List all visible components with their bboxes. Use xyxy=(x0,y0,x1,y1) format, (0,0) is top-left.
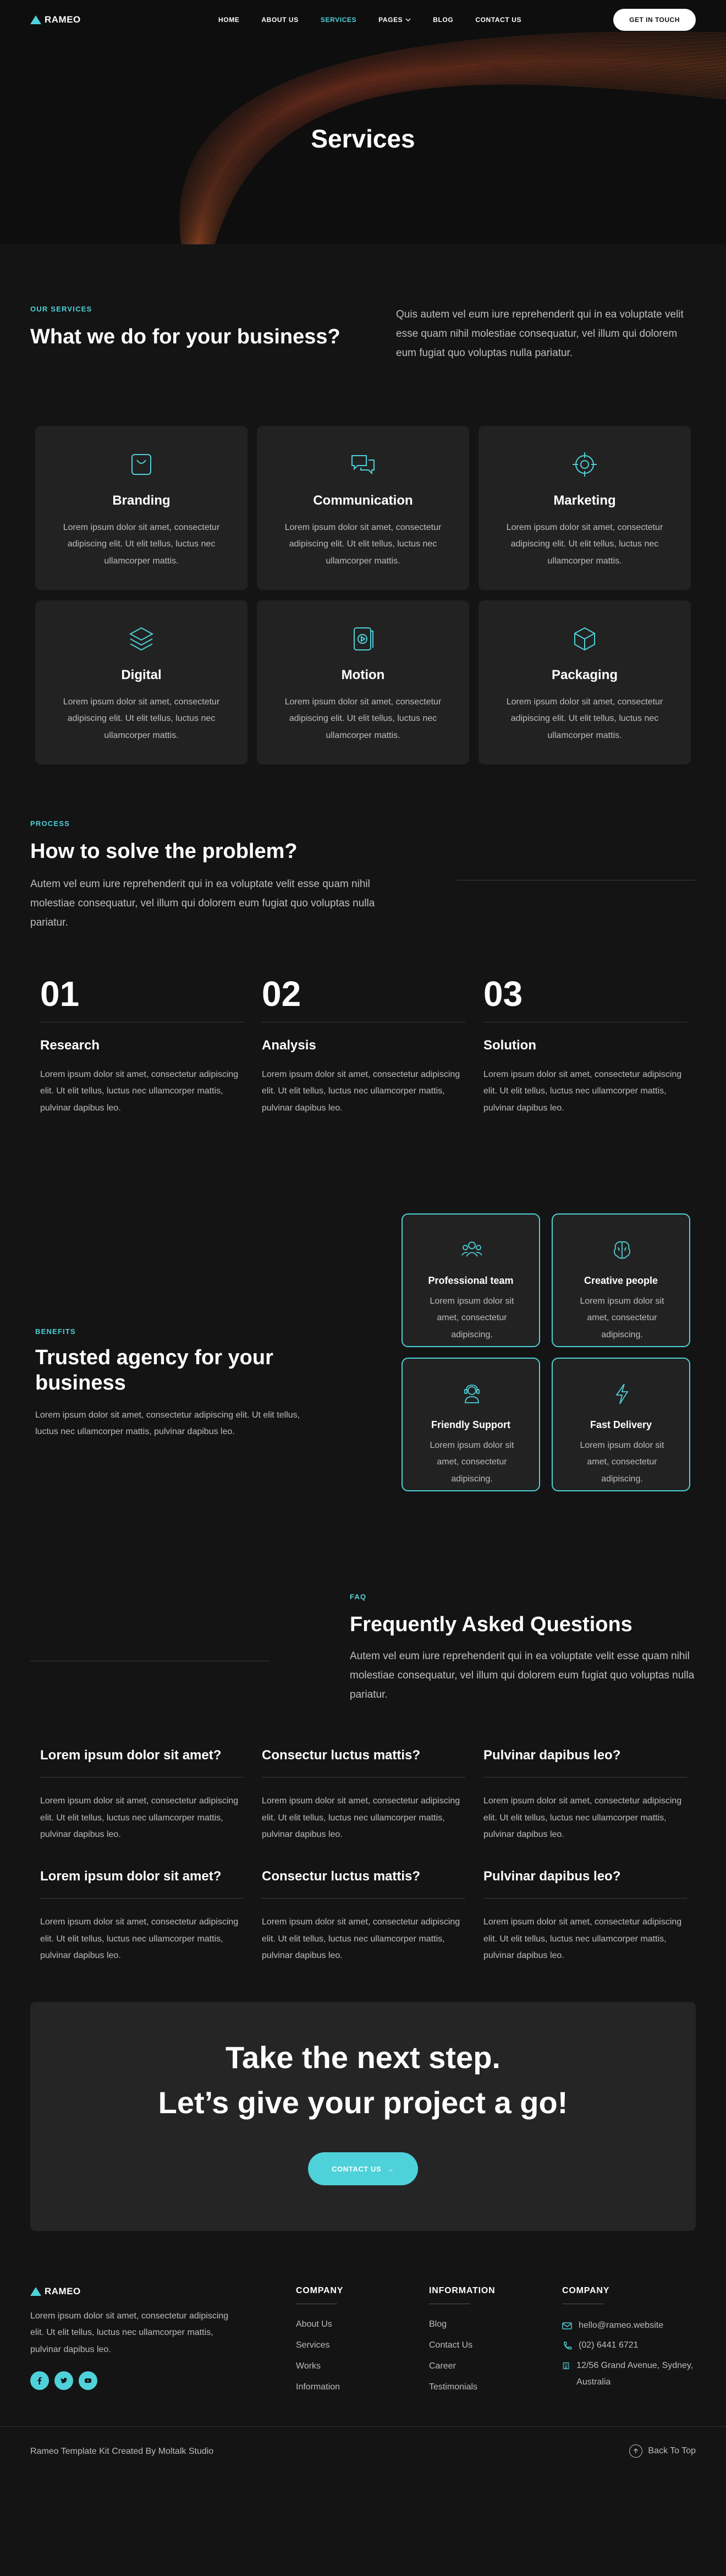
cta-heading-line2: Let’s give your project a go! xyxy=(158,2085,568,2120)
benefit-text: Lorem ipsum dolor sit amet, consectetur adipiscing. xyxy=(580,1297,664,1339)
arrow-up-icon xyxy=(629,2444,642,2458)
contact-address xyxy=(562,2358,697,2391)
bag-icon xyxy=(127,450,156,479)
footer-contact-column xyxy=(562,2286,697,2391)
logo[interactable] xyxy=(30,14,81,25)
step-number: 03 xyxy=(483,974,523,1014)
step-text: Lorem ipsum dolor sit amet, consectetur adipiscing elit. Ut elit tellus, luctus nec ullamcorper mattis, pulvinar dapibus leo. xyxy=(262,1070,460,1113)
contact-phone[interactable] xyxy=(562,2337,697,2354)
divider xyxy=(0,2426,726,2427)
process-step xyxy=(262,973,465,1117)
divider xyxy=(262,1898,465,1899)
services-intro xyxy=(0,244,726,426)
benefits-eyebrow: BENEFITS xyxy=(35,1327,76,1336)
service-card-digital[interactable] xyxy=(35,600,248,764)
back-to-top-button[interactable] xyxy=(629,2444,696,2458)
service-title: Marketing xyxy=(553,493,616,508)
step-title: Research xyxy=(40,1038,100,1053)
logo-triangle-icon xyxy=(30,2287,41,2296)
target-icon xyxy=(570,450,599,479)
facebook-icon[interactable] xyxy=(30,2371,49,2390)
faq-question: Consectur luctus mattis? xyxy=(262,1748,421,1763)
service-title: Digital xyxy=(121,668,162,682)
faq-item[interactable] xyxy=(262,1747,465,1843)
nav-about-us[interactable]: ABOUT US xyxy=(261,16,299,24)
faq-intro xyxy=(0,1593,726,1747)
process-heading: How to solve the problem? xyxy=(30,840,298,863)
nav-services[interactable]: SERVICES xyxy=(320,16,357,24)
logo-triangle-icon xyxy=(30,15,41,24)
benefits-text: Lorem ipsum dolor sit amet, consectetur adipiscing elit. Ut elit tellus, luctus nec ullamcorper mattis, pulvinar dapibus leo. xyxy=(35,1410,300,1437)
benefit-text: Lorem ipsum dolor sit amet, consectetur adipiscing. xyxy=(430,1297,514,1339)
team-icon xyxy=(460,1238,484,1262)
footer-description: Lorem ipsum dolor sit amet, consectetur adipiscing elit. Ut elit tellus, luctus nec ullamcorper mattis, pulvinar dapibus leo. xyxy=(30,2311,229,2354)
benefit-card-friendly-support[interactable] xyxy=(402,1358,540,1491)
nav-pages[interactable] xyxy=(378,16,411,24)
phone-icon xyxy=(562,2337,572,2354)
faq-answer: Lorem ipsum dolor sit amet, consectetur adipiscing elit. Ut elit tellus, luctus nec ullamcorper mattis, pulvinar dapibus leo. xyxy=(262,1917,460,1960)
faq-answer: Lorem ipsum dolor sit amet, consectetur adipiscing elit. Ut elit tellus, luctus nec ullamcorper mattis, pulvinar dapibus leo. xyxy=(40,1917,239,1960)
service-text: Lorem ipsum dolor sit amet, consectetur adipiscing elit. Ut elit tellus, luctus nec ullamcorper mattis. xyxy=(63,523,220,566)
get-in-touch-button[interactable]: GET IN TOUCH xyxy=(613,9,696,31)
support-icon xyxy=(460,1382,484,1406)
top-nav xyxy=(0,0,726,40)
step-text: Lorem ipsum dolor sit amet, consectetur adipiscing elit. Ut elit tellus, luctus nec ullamcorper mattis, pulvinar dapibus leo. xyxy=(40,1070,239,1113)
footer-link-information[interactable]: Information xyxy=(296,2382,340,2392)
chat-icon xyxy=(349,450,377,479)
contact-us-button[interactable] xyxy=(308,2152,418,2185)
faq-answer: Lorem ipsum dolor sit amet, consectetur adipiscing elit. Ut elit tellus, luctus nec ullamcorper mattis, pulvinar dapibus leo. xyxy=(483,1796,682,1839)
faq-item[interactable] xyxy=(483,1747,687,1843)
benefit-title: Friendly Support xyxy=(431,1419,510,1430)
footer-col-title: COMPANY xyxy=(562,2286,610,2295)
benefit-card-fast-delivery[interactable] xyxy=(552,1358,690,1491)
services-eyebrow: OUR SERVICES xyxy=(30,305,92,313)
process-intro xyxy=(0,819,726,973)
faq-question: Consectur luctus mattis? xyxy=(262,1869,421,1884)
divider xyxy=(483,1777,687,1778)
cta-section xyxy=(0,1989,726,2286)
faq-lead: Autem vel eum iure reprehenderit qui in ea voluptate velit esse quam nihil molestiae consequatur, vel illum qui dolorem eum fugiat quo voluptas nulla pariatur. xyxy=(350,1650,695,1701)
benefit-title: Creative people xyxy=(584,1275,658,1286)
social-links xyxy=(30,2371,97,2390)
service-title: Packaging xyxy=(551,668,618,682)
nav-contact-us[interactable]: CONTACT US xyxy=(475,16,522,24)
process-eyebrow: PROCESS xyxy=(30,819,70,828)
service-text: Lorem ipsum dolor sit amet, consectetur adipiscing elit. Ut elit tellus, luctus nec ullamcorper mattis. xyxy=(284,697,442,740)
layers-icon xyxy=(127,625,156,653)
service-title: Motion xyxy=(341,668,385,682)
faq-question: Lorem ipsum dolor sit amet? xyxy=(40,1869,222,1884)
service-text: Lorem ipsum dolor sit amet, consectetur adipiscing elit. Ut elit tellus, luctus nec ullamcorper mattis. xyxy=(63,697,220,740)
benefit-text: Lorem ipsum dolor sit amet, consectetur adipiscing. xyxy=(580,1441,664,1484)
contact-phone-text: (02) 6441 6721 xyxy=(579,2340,639,2350)
service-card-motion[interactable] xyxy=(257,600,469,764)
footer-credit: Rameo Template Kit Created By Moltalk Studio xyxy=(30,2447,214,2456)
service-title: Communication xyxy=(313,493,413,508)
footer-link-career[interactable]: Career xyxy=(429,2361,456,2371)
page-title: Services xyxy=(311,124,415,153)
arrow-right-icon: → xyxy=(387,2164,394,2173)
service-text: Lorem ipsum dolor sit amet, consectetur adipiscing elit. Ut elit tellus, luctus nec ullamcorper mattis. xyxy=(506,523,663,566)
logo-text: RAMEO xyxy=(45,2286,81,2296)
media-icon xyxy=(349,625,377,653)
step-number: 01 xyxy=(40,974,80,1014)
twitter-icon[interactable] xyxy=(54,2371,73,2390)
benefits-heading: Trusted agency for your business xyxy=(35,1346,273,1394)
brain-icon xyxy=(610,1238,634,1262)
footer-link-blog[interactable]: Blog xyxy=(429,2320,447,2329)
step-text: Lorem ipsum dolor sit amet, consectetur adipiscing elit. Ut elit tellus, luctus nec ullamcorper mattis, pulvinar dapibus leo. xyxy=(483,1070,682,1113)
footer-link-services[interactable]: Services xyxy=(296,2340,330,2350)
benefit-title: Professional team xyxy=(428,1275,514,1286)
process-step xyxy=(483,973,687,1117)
nav-home[interactable]: HOME xyxy=(218,16,240,24)
footer-link-works[interactable]: Works xyxy=(296,2361,321,2371)
building-icon xyxy=(562,2358,570,2374)
cta-panel xyxy=(30,2002,696,2231)
faq-item[interactable] xyxy=(483,1868,687,1964)
mail-icon xyxy=(562,2317,572,2334)
faq-question: Lorem ipsum dolor sit amet? xyxy=(40,1748,222,1763)
chevron-down-icon xyxy=(405,18,411,21)
cta-heading-line1: Take the next step. xyxy=(225,2040,501,2075)
step-title: Analysis xyxy=(262,1038,316,1053)
process-step xyxy=(40,973,244,1117)
nav-pages-label: PAGES xyxy=(378,16,403,24)
contact-email[interactable] xyxy=(562,2317,697,2334)
services-lead: Quis autem vel eum iure reprehenderit qui in ea voluptate velit esse quam nihil molestiae consequatur, vel illum qui dolorem eum fugiat quo voluptas nulla pariatur. xyxy=(396,309,684,359)
contact-address-text: 12/56 Grand Avenue, Sydney, Australia xyxy=(576,2360,694,2387)
footer-col-title: INFORMATION xyxy=(429,2286,496,2295)
service-cards xyxy=(0,426,726,819)
footer-information-column xyxy=(429,2286,550,2394)
faq-heading: Frequently Asked Questions xyxy=(350,1613,632,1636)
footer-link-about-us[interactable]: About Us xyxy=(296,2320,332,2329)
faq-item[interactable] xyxy=(262,1868,465,1964)
divider xyxy=(262,1777,465,1778)
contact-email-text: hello@rameo.website xyxy=(579,2321,664,2330)
faq-eyebrow: FAQ xyxy=(350,1593,367,1601)
youtube-icon[interactable] xyxy=(79,2371,97,2390)
step-title: Solution xyxy=(483,1038,536,1053)
service-card-branding[interactable] xyxy=(35,426,248,590)
service-text: Lorem ipsum dolor sit amet, consectetur adipiscing elit. Ut elit tellus, luctus nec ullamcorper mattis. xyxy=(506,697,663,740)
logo-text: RAMEO xyxy=(45,14,81,25)
process-steps xyxy=(0,973,726,1205)
service-card-packaging[interactable] xyxy=(479,600,691,764)
footer-link-contact-us[interactable]: Contact Us xyxy=(429,2340,473,2350)
footer-col-title: COMPANY xyxy=(296,2286,344,2295)
faq-answer: Lorem ipsum dolor sit amet, consectetur adipiscing elit. Ut elit tellus, luctus nec ullamcorper mattis, pulvinar dapibus leo. xyxy=(40,1796,239,1839)
faq-question: Pulvinar dapibus leo? xyxy=(483,1869,621,1884)
benefit-card-professional-team[interactable] xyxy=(402,1213,540,1347)
service-title: Branding xyxy=(112,493,170,508)
nav-blog[interactable]: BLOG xyxy=(433,16,454,24)
divider xyxy=(483,1898,687,1899)
benefit-text: Lorem ipsum dolor sit amet, consectetur adipiscing. xyxy=(430,1441,514,1484)
back-to-top-label: Back To Top xyxy=(648,2446,696,2455)
step-number: 02 xyxy=(262,974,301,1014)
faq-list xyxy=(0,1747,726,1989)
service-card-marketing[interactable] xyxy=(479,426,691,590)
benefit-card-creative-people[interactable] xyxy=(552,1213,690,1347)
faq-question: Pulvinar dapibus leo? xyxy=(483,1748,621,1763)
service-card-communication[interactable] xyxy=(257,426,469,590)
process-lead: Autem vel eum iure reprehenderit qui in ea voluptate velit esse quam nihil molestiae consequatur, vel illum qui dolorem eum fugiat quo voluptas nulla pariatur. xyxy=(30,878,375,929)
footer-link-testimonials[interactable]: Testimonials xyxy=(429,2382,478,2392)
contact-us-label: CONTACT US xyxy=(332,2164,382,2173)
benefit-title: Fast Delivery xyxy=(590,1419,652,1430)
services-heading: What we do for your business? xyxy=(30,325,340,348)
footer-logo[interactable] xyxy=(30,2286,81,2297)
footer-company-column xyxy=(296,2286,417,2394)
faq-item[interactable] xyxy=(40,1868,244,1964)
divider xyxy=(40,1777,244,1778)
faq-item[interactable] xyxy=(40,1747,244,1843)
lightning-icon xyxy=(610,1382,634,1406)
hero xyxy=(0,0,726,244)
nav-links xyxy=(218,0,521,40)
benefits-section xyxy=(0,1205,726,1593)
divider xyxy=(40,1898,244,1899)
footer xyxy=(0,2286,726,2550)
box-icon xyxy=(570,625,599,653)
faq-answer: Lorem ipsum dolor sit amet, consectetur adipiscing elit. Ut elit tellus, luctus nec ullamcorper mattis, pulvinar dapibus leo. xyxy=(483,1917,682,1960)
faq-answer: Lorem ipsum dolor sit amet, consectetur adipiscing elit. Ut elit tellus, luctus nec ullamcorper mattis, pulvinar dapibus leo. xyxy=(262,1796,460,1839)
service-text: Lorem ipsum dolor sit amet, consectetur adipiscing elit. Ut elit tellus, luctus nec ullamcorper mattis. xyxy=(284,523,442,566)
